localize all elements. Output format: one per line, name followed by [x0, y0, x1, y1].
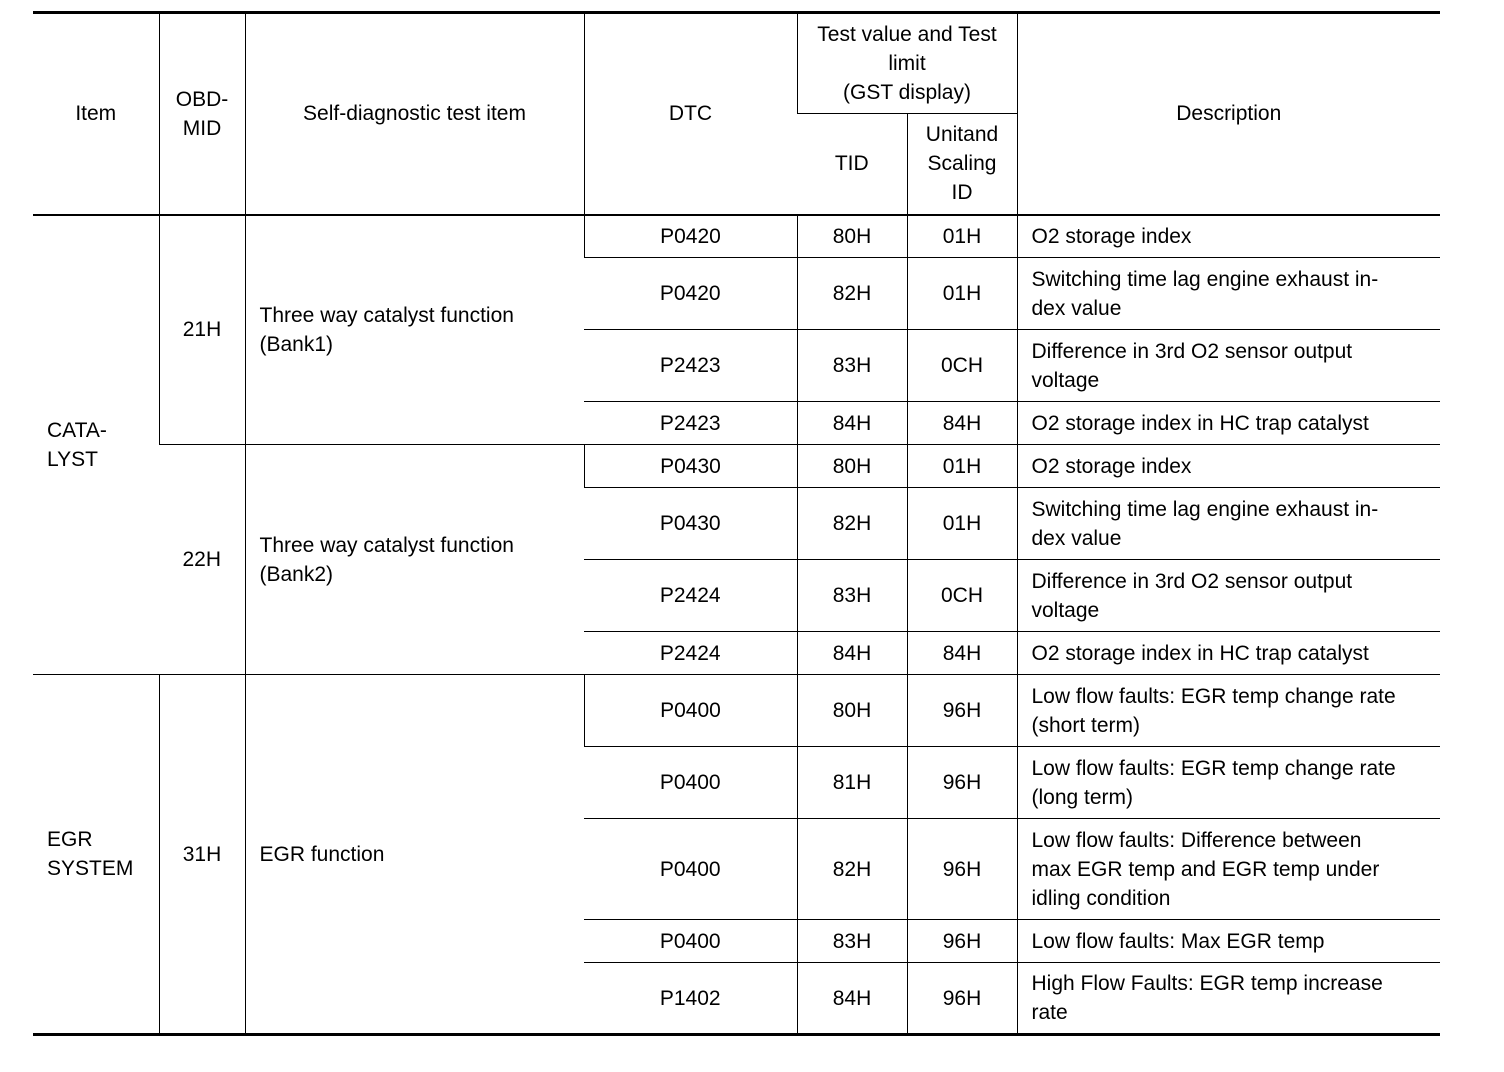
dtc-cell: P2424: [584, 560, 797, 632]
description-cell: O2 storage index in HC trap catalyst: [1017, 632, 1440, 675]
description-cell: Low flow faults: EGR temp change rate (short term): [1017, 675, 1440, 747]
test-item-cell: EGR function: [245, 675, 584, 1035]
header-item: Item: [33, 13, 159, 215]
unit-scaling-cell: 01H: [907, 258, 1017, 330]
dtc-cell: P0420: [584, 215, 797, 258]
dtc-cell: P2423: [584, 330, 797, 402]
unit-scaling-cell: 96H: [907, 675, 1017, 747]
dtc-cell: P0400: [584, 920, 797, 963]
header-tid: TID: [797, 114, 907, 215]
dtc-cell: P2424: [584, 632, 797, 675]
tid-cell: 81H: [797, 747, 907, 819]
description-cell: Difference in 3rd O2 sensor output voltage: [1017, 560, 1440, 632]
dtc-cell: P1402: [584, 963, 797, 1035]
unit-scaling-cell: 01H: [907, 215, 1017, 258]
tid-cell: 83H: [797, 330, 907, 402]
obd-mid-cell: 22H: [159, 445, 245, 675]
tid-cell: 83H: [797, 560, 907, 632]
unit-scaling-cell: 96H: [907, 920, 1017, 963]
item-cell: CATA- LYST: [33, 215, 159, 675]
table-row: [33, 675, 1440, 747]
description-cell: High Flow Faults: EGR temp increase rate: [1017, 963, 1440, 1035]
description-cell: Difference in 3rd O2 sensor output voltage: [1017, 330, 1440, 402]
unit-scaling-cell: 01H: [907, 445, 1017, 488]
unit-scaling-cell: 0CH: [907, 560, 1017, 632]
header-obd-mid: OBD- MID: [159, 13, 245, 215]
description-cell: Low flow faults: Max EGR temp: [1017, 920, 1440, 963]
dtc-cell: P0430: [584, 488, 797, 560]
table-header: [33, 13, 1440, 215]
tid-cell: 80H: [797, 445, 907, 488]
table-row: [33, 445, 1440, 488]
dtc-cell: P0420: [584, 258, 797, 330]
description-cell: Switching time lag engine exhaust in- dex value: [1017, 488, 1440, 560]
header-unit-scaling: Unitand Scaling ID: [907, 114, 1017, 215]
item-cell: EGR SYSTEM: [33, 675, 159, 1035]
tid-cell: 84H: [797, 402, 907, 445]
tid-cell: 80H: [797, 675, 907, 747]
tid-cell: 83H: [797, 920, 907, 963]
description-cell: O2 storage index in HC trap catalyst: [1017, 402, 1440, 445]
tid-cell: 84H: [797, 632, 907, 675]
test-item-cell: Three way catalyst function (Bank1): [245, 215, 584, 445]
tid-cell: 82H: [797, 258, 907, 330]
header-dtc: DTC: [584, 13, 797, 215]
description-cell: O2 storage index: [1017, 445, 1440, 488]
dtc-cell: P0400: [584, 675, 797, 747]
unit-scaling-cell: 84H: [907, 402, 1017, 445]
dtc-cell: P2423: [584, 402, 797, 445]
tid-cell: 82H: [797, 488, 907, 560]
description-cell: O2 storage index: [1017, 215, 1440, 258]
header-description: Description: [1017, 13, 1440, 215]
dtc-cell: P0400: [584, 747, 797, 819]
unit-scaling-cell: 0CH: [907, 330, 1017, 402]
header-test-item: Self-diagnostic test item: [245, 13, 584, 215]
table-row: [33, 215, 1440, 258]
obd-mid-cell: 31H: [159, 675, 245, 1035]
diagnostic-table: [33, 11, 1440, 1036]
unit-scaling-cell: 01H: [907, 488, 1017, 560]
test-item-cell: Three way catalyst function (Bank2): [245, 445, 584, 675]
tid-cell: 84H: [797, 963, 907, 1035]
tid-cell: 82H: [797, 819, 907, 920]
unit-scaling-cell: 96H: [907, 819, 1017, 920]
tid-cell: 80H: [797, 215, 907, 258]
dtc-cell: P0430: [584, 445, 797, 488]
header-test-value: Test value and Test limit (GST display): [797, 13, 1017, 114]
description-cell: Switching time lag engine exhaust in- dex value: [1017, 258, 1440, 330]
dtc-cell: P0400: [584, 819, 797, 920]
unit-scaling-cell: 96H: [907, 963, 1017, 1035]
unit-scaling-cell: 84H: [907, 632, 1017, 675]
unit-scaling-cell: 96H: [907, 747, 1017, 819]
description-cell: Low flow faults: Difference between max EGR temp and EGR temp under idling condition: [1017, 819, 1440, 920]
obd-mid-cell: 21H: [159, 215, 245, 445]
description-cell: Low flow faults: EGR temp change rate (long term): [1017, 747, 1440, 819]
table-body: [33, 215, 1440, 1035]
